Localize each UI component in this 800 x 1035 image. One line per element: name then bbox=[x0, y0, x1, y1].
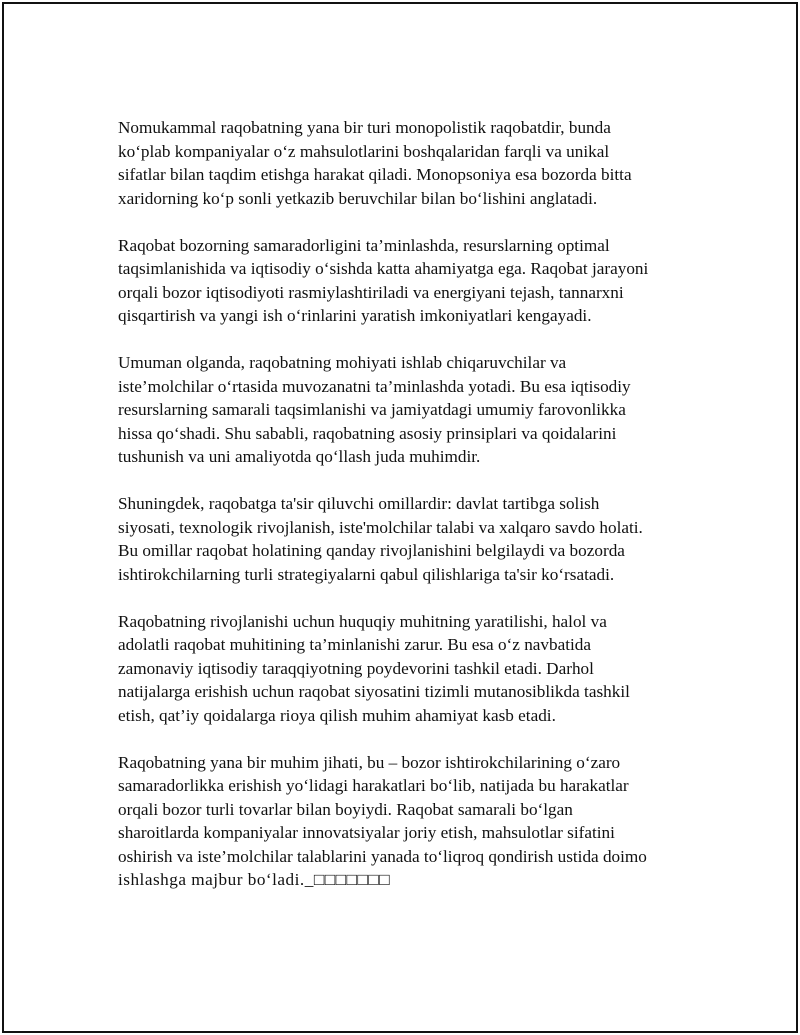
text-line: Raqobatning yana bir muhim jihati, bu – bozor ishtirokchilarining o‘zaro bbox=[118, 752, 621, 772]
text-line: orqali bozor iqtisodiyoti rasmiylashtiriladi va energiyani tejash, tannarxni bbox=[118, 282, 624, 302]
text-line: Nomukammal raqobatning yana bir turi monopolistik raqobatdir, bunda bbox=[118, 118, 611, 137]
text-line: xaridorning ko‘p sonli yetkazib beruvchilar bilan bo‘lishini anglatadi. bbox=[118, 188, 598, 208]
paragraph-5 bbox=[118, 610, 696, 728]
text-line: adolatli raqobat muhitining ta’minlanishi zarur. Bu esa o‘z navbatida bbox=[118, 635, 591, 654]
text-line: ishlashga majbur bo‘ladi._□□□□□□□ bbox=[118, 870, 390, 889]
text-line: Raqobat bozorning samaradorligini ta’minlashda, resurslarning optimal bbox=[118, 235, 610, 255]
text-line: siyosati, texnologik rivojlanish, iste'molchilar talabi va xalqaro savdo holati. bbox=[118, 517, 643, 537]
text-line: sharoitlarda kompaniyalar innovatsiyalar joriy etish, mahsulotlar sifatini bbox=[118, 823, 615, 842]
text-line: ko‘plab kompaniyalar o‘z mahsulotlarini boshqalaridan farqli va unikal bbox=[118, 141, 610, 161]
text-line: samaradorlikka erishish yo‘lidagi harakatlari bo‘lib, natijada bu harakatlar bbox=[118, 776, 629, 795]
text-line: orqali bozor turli tovarlar bilan boyiydi. Raqobat samarali bo‘lgan bbox=[118, 799, 573, 819]
text-line: hissa qo‘shadi. Shu sababli, raqobatning asosiy prinsiplari va qoidalarini bbox=[118, 423, 617, 443]
text-line: natijalarga erishish uchun raqobat siyosatini tizimli mutanosiblikda tashkil bbox=[118, 682, 630, 701]
text-line: iste’molchilar o‘rtasida muvozanatni ta’minlashda yotadi. Bu esa iqtisodiy bbox=[118, 376, 631, 396]
paragraph-2 bbox=[118, 234, 696, 328]
paragraph-1 bbox=[118, 116, 696, 210]
text-line: taqsimlanishida va iqtisodiy o‘sishda katta ahamiyatga ega. Raqobat jarayoni bbox=[118, 259, 649, 278]
text-line: zamonaviy iqtisodiy taraqqiyotning poydevorini tashkil etadi. Darhol bbox=[118, 658, 594, 678]
text-line: Umuman olganda, raqobatning mohiyati ishlab chiqaruvchilar va bbox=[118, 353, 567, 372]
text-line: tushunish va uni amaliyotda qo‘llash juda muhimdir. bbox=[118, 447, 481, 466]
text-line: sifatlar bilan taqdim etishga harakat qiladi. Monopsoniya esa bozorda bitta bbox=[118, 165, 632, 184]
paragraph-3 bbox=[118, 351, 696, 469]
text-line: Bu omillar raqobat holatining qanday rivojlanishini belgilaydi va bozorda bbox=[118, 541, 625, 560]
document-body bbox=[118, 116, 696, 915]
paragraph-4 bbox=[118, 492, 696, 586]
text-line: etish, qat’iy qoidalarga rioya qilish muhim ahamiyat kasb etadi. bbox=[118, 705, 556, 725]
text-line: ishtirokchilarning turli strategiyalarni qabul qilishlariga ta'sir ko‘rsatadi. bbox=[118, 564, 615, 584]
text-line: Raqobatning rivojlanishi uchun huquqiy muhitning yaratilishi, halol va bbox=[118, 611, 607, 631]
text-line: qisqartirish va yangi ish o‘rinlarini yaratish imkoniyatlari kengayadi. bbox=[118, 306, 592, 325]
text-line: oshirish va iste’molchilar talablarini yanada to‘liqroq qondirish ustida doimo bbox=[118, 846, 647, 866]
text-line: Shuningdek, raqobatga ta'sir qiluvchi omillardir: davlat tartibga solish bbox=[118, 494, 600, 513]
paragraph-6 bbox=[118, 751, 696, 892]
text-line: resurslarning samarali taqsimlanishi va jamiyatdagi umumiy farovonlikka bbox=[118, 400, 626, 419]
